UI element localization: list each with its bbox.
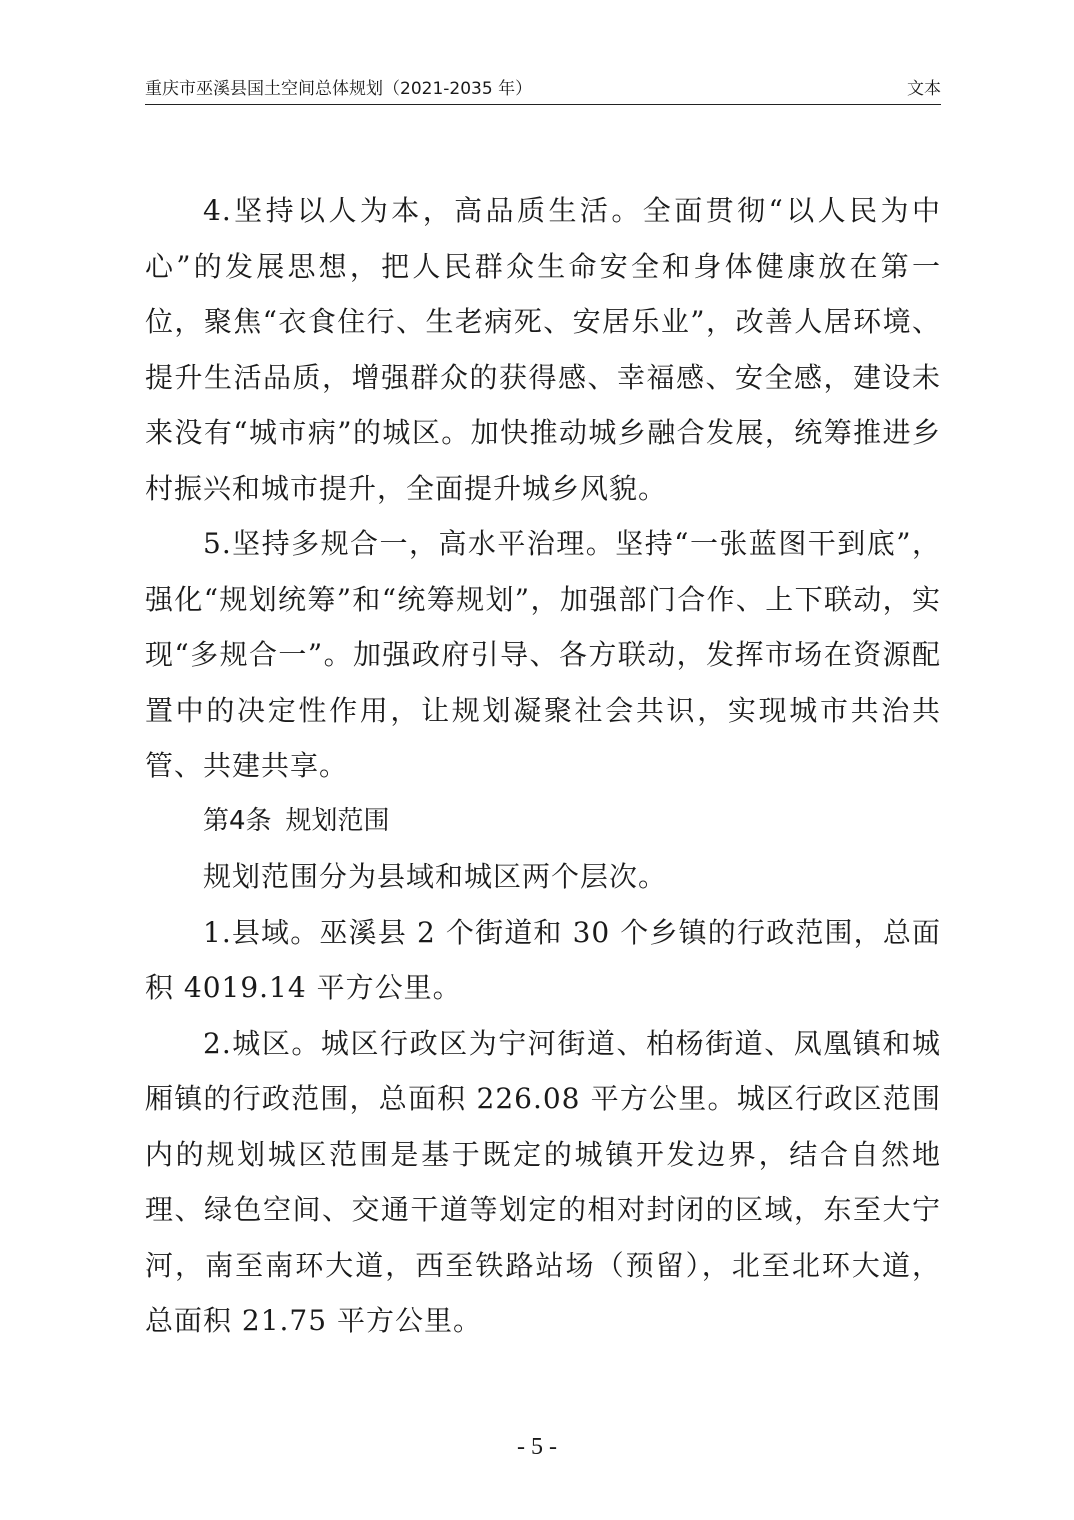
document-body: [145, 183, 941, 1349]
article-heading: [145, 794, 941, 850]
principle-paragraph-4: 4.坚持以人为本，高品质生活。全面贯彻“以人民为中心”的发展思想，把人民群众生命安全和身体健康放在第一位，聚焦“衣食住行、生老病死、安居乐业”，改善人居环境、提升生活品质，增强群众的获得感、幸福感、安全感，建设未来没有“城市病”的城区。加快推动城乡融合发展，统筹推进乡村振兴和城市提升，全面提升城乡风貌。: [145, 194, 941, 505]
article-title: 规划范围: [285, 805, 390, 836]
document-title: 重庆市巫溪县国土空间总体规划（2021-2035 年）: [145, 79, 533, 99]
document-type-label: 文本: [907, 79, 941, 99]
urban-scope-paragraph: 2.城区。城区行政区为宁河街道、柏杨街道、凤凰镇和城厢镇的行政范围，总面积 226.08 平方公里。城区行政区范围内的规划城区范围是基于既定的城镇开发边界，结合自然地理、绿色空间、交通干道等划定的相对封闭的区域，东至大宁河，南至南环大道，西至铁路站场（预留），北至北环大道，总面积 21.75 平方公里。: [145, 1026, 941, 1337]
county-scope-paragraph: 1.县域。巫溪县 2 个街道和 30 个乡镇的行政范围，总面积 4019.14 平方公里。: [145, 915, 941, 1004]
article-intro: 规划范围分为县域和城区两个层次。: [203, 860, 668, 893]
page-header: [145, 74, 941, 105]
article-number: 第4条: [203, 805, 272, 836]
page-number: - 5 -: [517, 1434, 557, 1460]
principle-paragraph-5: 5.坚持多规合一，高水平治理。坚持“一张蓝图干到底”，强化“规划统筹”和“统筹规划”，加强部门合作、上下联动，实现“多规合一”。加强政府引导、各方联动，发挥市场在资源配置中的决定性作用，让规划凝聚社会共识，实现城市共治共管、共建共享。: [145, 527, 941, 782]
